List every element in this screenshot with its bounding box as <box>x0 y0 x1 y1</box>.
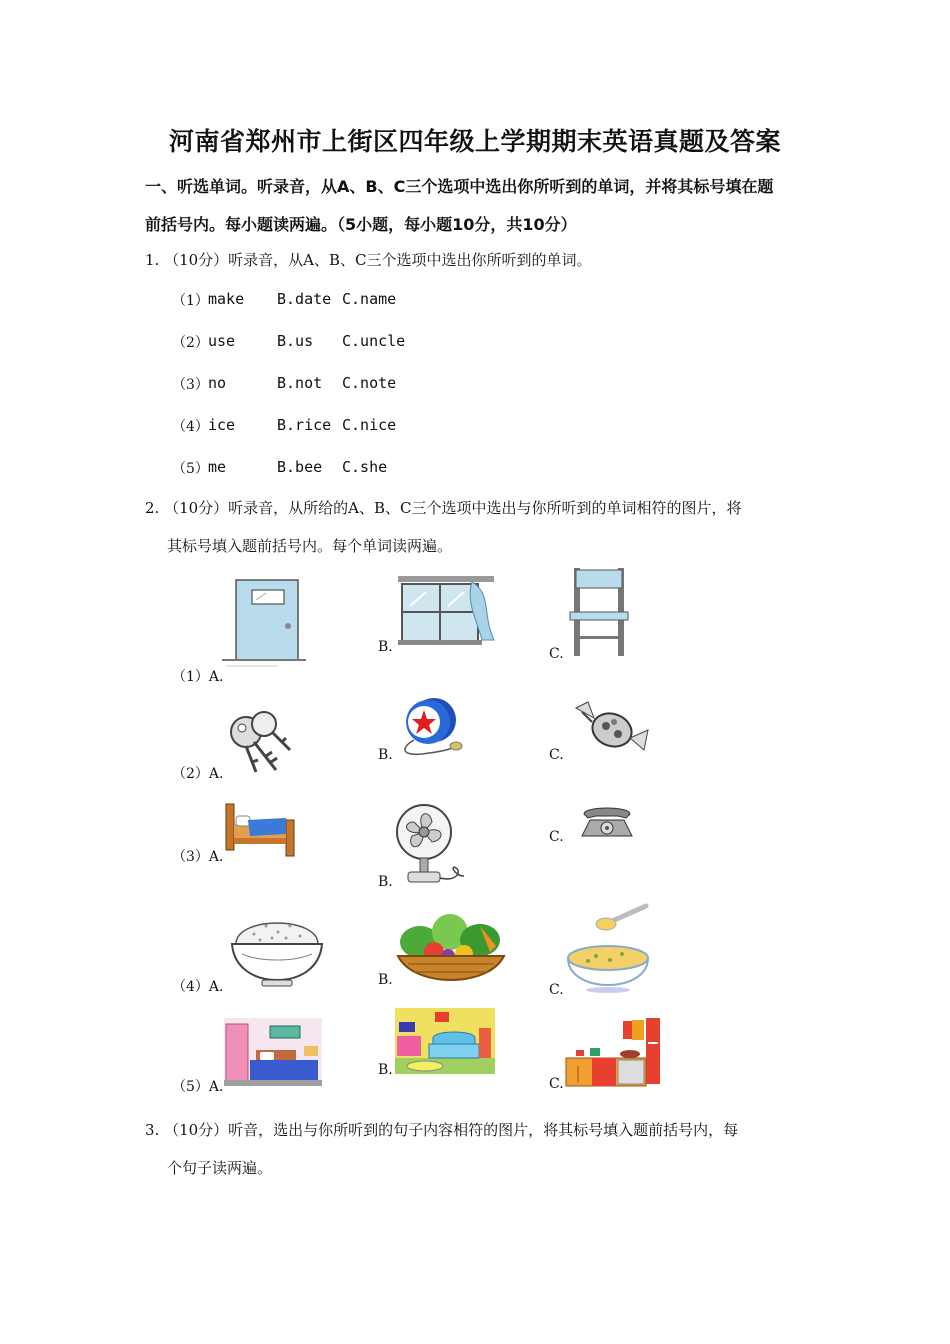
door-icon <box>222 576 308 668</box>
question-3-stem-line-2: 个句子读两遍。 <box>167 1159 273 1177</box>
keys-icon <box>226 710 294 776</box>
item-number: （1） <box>172 293 209 309</box>
item-number: （5） <box>172 461 209 477</box>
row-1-label-a: （1）A. <box>172 669 224 685</box>
telephone-icon <box>578 804 636 840</box>
rice-bowl-icon <box>230 908 324 988</box>
option-c: C.uncle <box>342 332 406 350</box>
option-b: B.us <box>277 332 314 350</box>
option-b: B.date <box>277 290 332 308</box>
row-4-label-b: B. <box>378 972 393 988</box>
row-5-label-c: C. <box>549 1076 564 1092</box>
section-heading-line-2: 前括号内。每小题读两遍。（5小题，每小题10分，共10分） <box>145 215 577 234</box>
row-2-label-c: C. <box>549 747 564 763</box>
question-1-stem: 1. （10分）听录音，从A、B、C三个选项中选出你所听到的单词。 <box>145 251 592 269</box>
row-5-label-a: （5）A. <box>172 1079 224 1095</box>
row-2-label-a: （2）A. <box>172 766 224 782</box>
option-c: C.name <box>342 290 397 308</box>
yoyo-icon <box>394 696 466 758</box>
option-c: C.note <box>342 374 397 392</box>
question-3-stem-line-1: 3. （10分）听音，选出与你所听到的句子内容相符的图片，将其标号填入题前括号内，每 <box>145 1121 739 1139</box>
vegetables-icon <box>394 912 508 988</box>
row-3-label-c: C. <box>549 829 564 845</box>
question-2-stem-line-1: 2. （10分）听录音，从所给的A、B、C三个选项中选出与你所听到的单词相符的图片，将 <box>145 499 742 517</box>
question-2-stem-line-2: 其标号填入题前括号内。每个单词读两遍。 <box>167 537 453 555</box>
option-a: make <box>208 290 245 308</box>
item-number: （2） <box>172 335 209 351</box>
option-a: no <box>208 374 227 392</box>
soup-icon <box>566 904 652 994</box>
kitchen-icon <box>566 1016 662 1088</box>
section-heading-line-1: 一、听选单词。听录音，从A、B、C三个选项中选出你所听到的单词，并将其标号填在题 <box>145 177 774 196</box>
bed-icon <box>224 800 296 858</box>
option-a: me <box>208 458 227 476</box>
living-room-icon <box>395 1008 495 1074</box>
bedroom-icon <box>224 1018 322 1086</box>
option-b: B.bee <box>277 458 323 476</box>
option-a: ice <box>208 416 236 434</box>
row-1-label-b: B. <box>378 639 393 655</box>
option-b: B.not <box>277 374 323 392</box>
item-number: （3） <box>172 377 209 393</box>
row-2-label-b: B. <box>378 747 393 763</box>
row-1-label-c: C. <box>549 646 564 662</box>
candy-icon <box>572 700 650 758</box>
row-3-label-b: B. <box>378 874 393 890</box>
row-5-label-b: B. <box>378 1062 393 1078</box>
option-a: use <box>208 332 236 350</box>
option-c: C.nice <box>342 416 397 434</box>
row-3-label-a: （3）A. <box>172 849 224 865</box>
item-number: （4） <box>172 419 209 435</box>
row-4-label-c: C. <box>549 982 564 998</box>
option-b: B.rice <box>277 416 332 434</box>
fan-icon <box>394 802 466 886</box>
window-icon <box>396 574 500 646</box>
option-c: C.she <box>342 458 388 476</box>
row-4-label-a: （4）A. <box>172 979 224 995</box>
page-title: 河南省郑州市上街区四年级上学期期末英语真题及答案 <box>168 127 781 156</box>
chair-icon <box>568 566 630 658</box>
